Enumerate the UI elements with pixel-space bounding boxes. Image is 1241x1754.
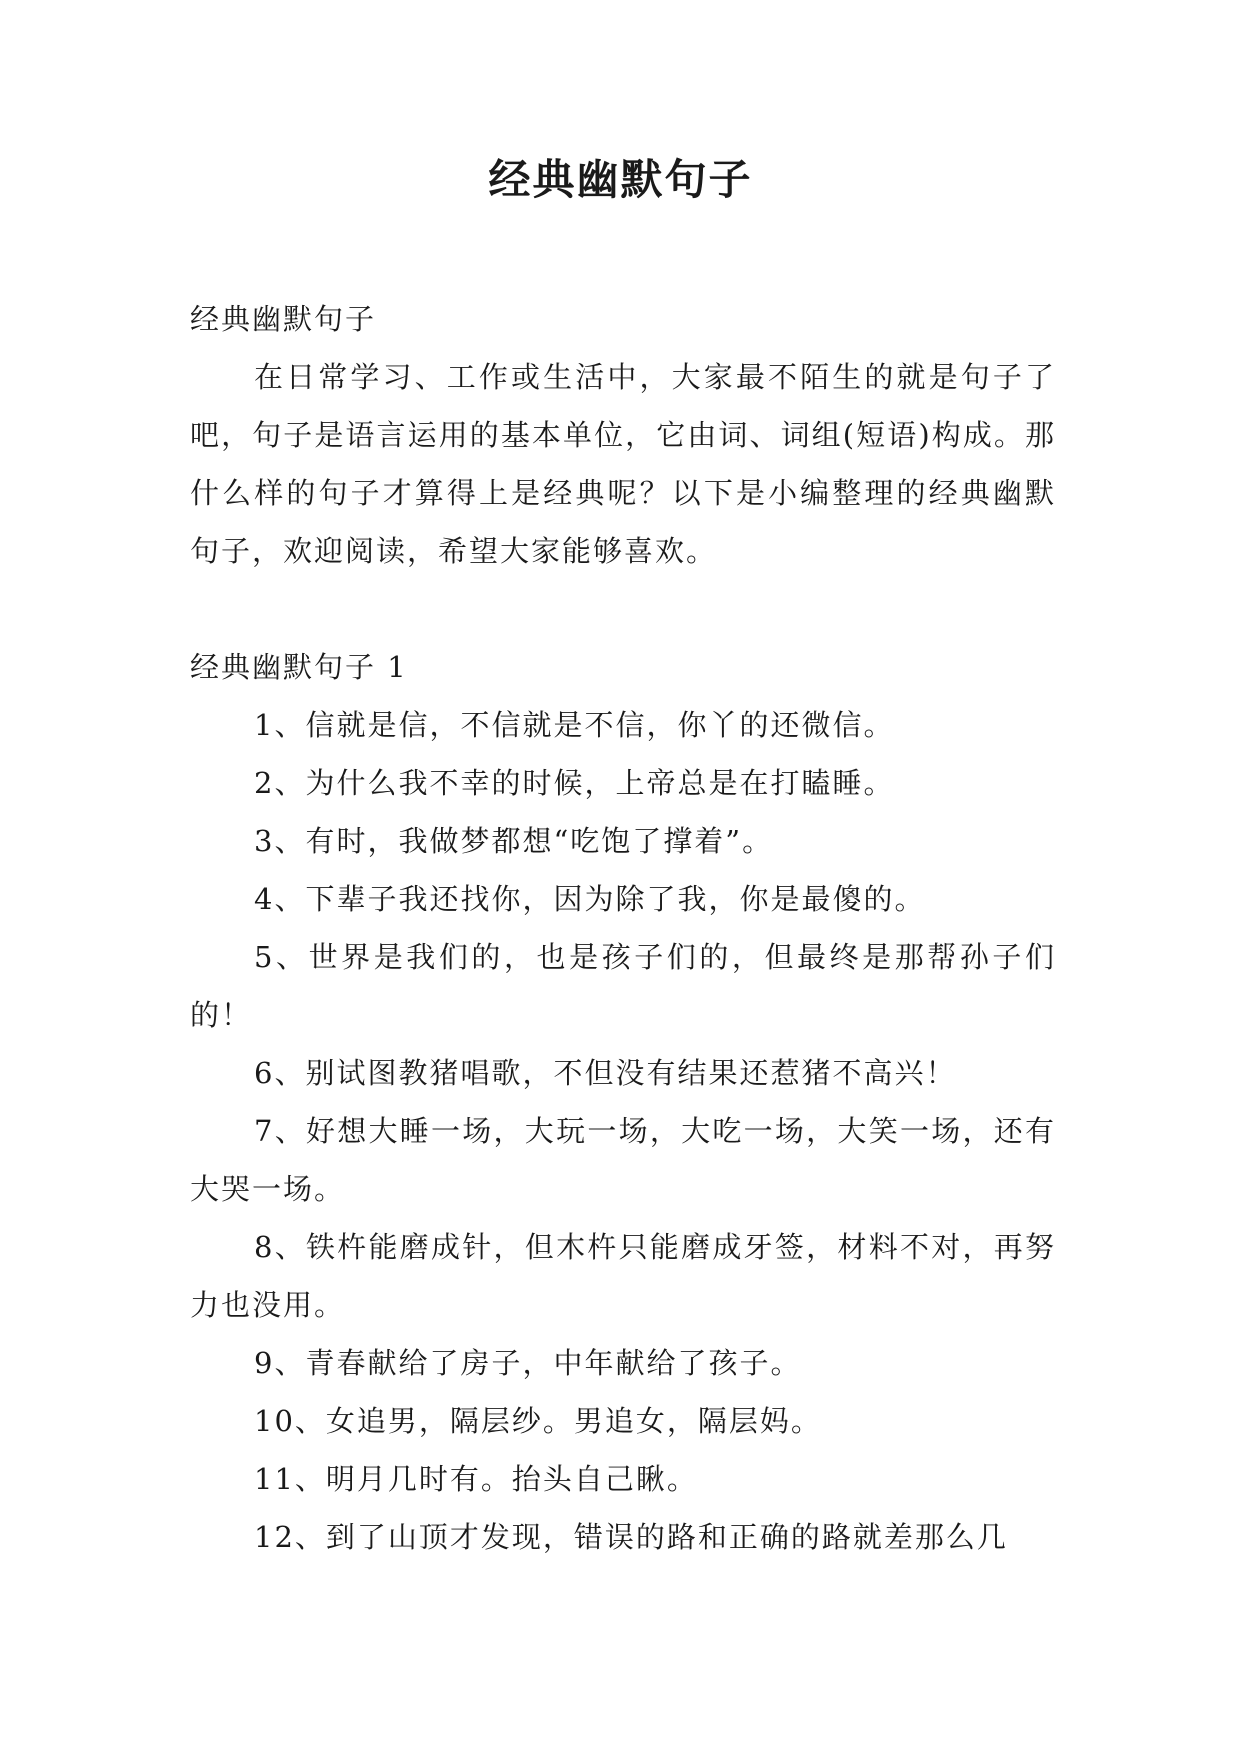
list-item: 2、为什么我不幸的时候，上帝总是在打瞌睡。 [254,766,895,800]
list-item: 5、世界是我们的，也是孩子们的，但最终是那帮孙子们的！ [190,940,1056,1032]
list-item: 11、明月几时有。抬头自己瞅。 [254,1462,698,1496]
document-title: 经典幽默句子 [488,155,753,204]
intro-paragraph: 在日常学习、工作或生活中，大家最不陌生的就是句子了吧，句子是语言运用的基本单位，它由词、词组(短语)构成。那什么样的句子才算得上是经典呢？以下是小编整理的经典幽默句子，欢迎阅读，希望大家能够喜欢。 [190,360,1056,568]
list-item: 8、铁杵能磨成针，但木杵只能磨成牙签，材料不对，再努力也没用。 [190,1230,1056,1322]
list-item: 4、下辈子我还找你，因为除了我，你是最傻的。 [254,882,926,916]
document-body [190,290,1056,1566]
list-item: 6、别试图教猪唱歌，不但没有结果还惹猪不高兴！ [254,1056,957,1090]
subsection-heading: 经典幽默句子 1 [190,650,408,684]
list-item: 3、有时，我做梦都想“吃饱了撑着”。 [254,824,774,858]
list-item: 10、女追男，隔层纱。男追女，隔层妈。 [254,1404,822,1438]
list-item: 12、到了山顶才发现，错误的路和正确的路就差那么几 [254,1520,1008,1554]
list-item: 1、信就是信，不信就是不信，你丫的还微信。 [254,708,895,742]
section-heading: 经典幽默句子 [190,302,377,336]
list-item: 7、好想大睡一场，大玩一场，大吃一场，大笑一场，还有大哭一场。 [190,1114,1056,1206]
list-item: 9、青春献给了房子，中年献给了孩子。 [254,1346,802,1380]
paragraph-spacer [190,580,1056,638]
